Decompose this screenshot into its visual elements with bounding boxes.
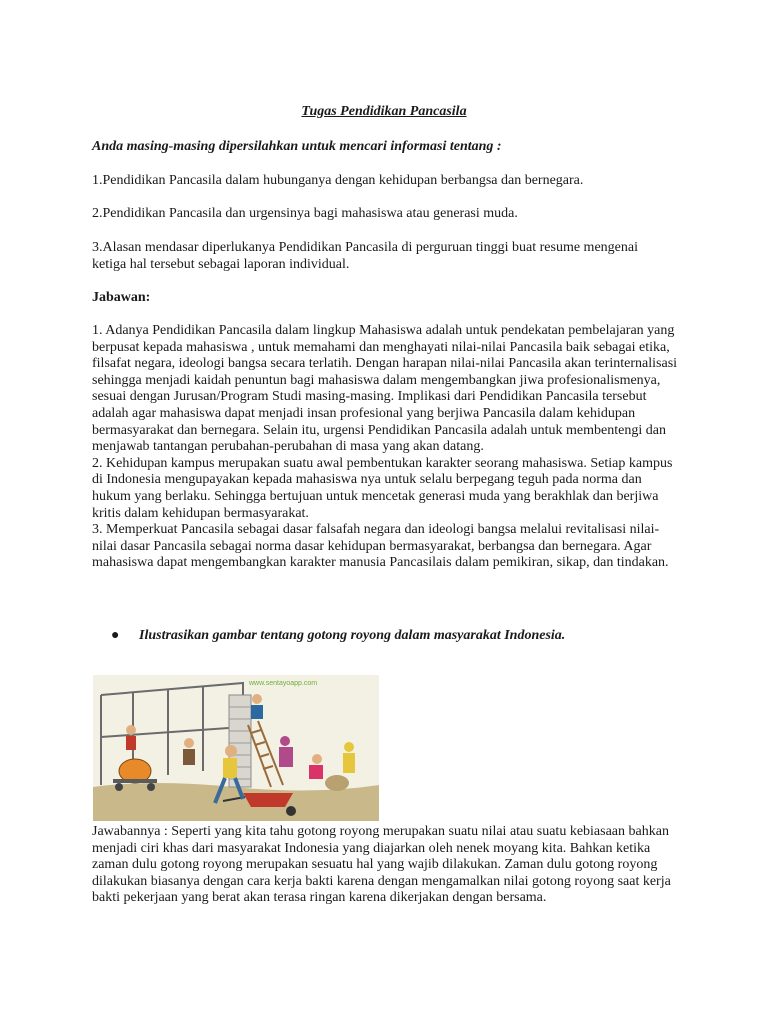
question-3: 3.Alasan mendasar diperlukanya Pendidikan Pancasila di perguruan tinggi buat resume mengenai ketiga hal tersebut sebagai laporan individual.: [92, 240, 638, 272]
question-2: 2.Pendidikan Pancasila dan urgensinya bagi mahasiswa atau generasi muda.: [92, 206, 518, 221]
answer-heading: Jabawan:: [92, 290, 151, 305]
intro-text: Anda masing-masing dipersilahkan untuk mencari informasi tentang :: [92, 139, 502, 154]
document-title: Tugas Pendidikan Pancasila: [301, 104, 467, 119]
answer-1: 1. Adanya Pendidikan Pancasila dalam lingkup Mahasiswa adalah untuk pendekatan pembelajaran yang berpusat kepada mahasiswa , untuk memahami dan menghayati nilai-nilai Pancasila baik sebagai etika, filsafat negara, ideologi bangsa secara terlatih. Dengan harapan nilai-nilai Pancasila akan terinternalisasi sehingga menjadi kaidah penuntun bagi mahasiswa dalam mengembangkan jiwa profesionalismenya, sesuai dengan Jurusan/Program Studi masing-masing. Implikasi dari Pendidikan Pancasila tersebut adalah agar mahasiswa dapat menjadi insan profesional yang berjiwa Pancasila dalam kehidupan bermasyarakat dan bernegara. Selain itu, urgensi Pendidikan Pancasila adalah untuk membentengi dan menjawab tantangan perubahan-perubahan di masa yang akan datang.: [92, 323, 678, 455]
bullet-text: Ilustrasikan gambar tentang gotong royong dalam masyarakat Indonesia.: [139, 628, 566, 643]
question-1: 1.Pendidikan Pancasila dalam hubunganya dengan kehidupan berbangsa dan bernegara.: [92, 173, 584, 188]
answer-2: 2. Kehidupan kampus merupakan suatu awal pembentukan karakter seorang mahasiswa. Setiap kampus di Indonesia mengupayakan kepada mahasiswa nya untuk selalu berpegang teguh pada norma dan hukum yang berlaku. Sehingga bertujuan untuk mencetak generasi muda yang berakhlak dan berjiwa kritis dalam kehidupan bermasyarakat.: [92, 455, 673, 521]
image-watermark: www.sentayoapp.com: [249, 680, 318, 687]
bullet-item: [111, 627, 577, 644]
bullet-dot-icon: ●: [111, 628, 120, 643]
gotong-royong-illustration: [93, 675, 379, 821]
closing-paragraph: Jawabannya : Seperti yang kita tahu gotong royong merupakan suatu nilai atau suatu kebiasaan bahkan menjadi ciri khas dari masyarakat Indonesia yang diajarkan oleh nenek moyang kita. Bahkan ketika zaman dulu gotong royong merupakan sesuatu hal yang wajib dilakukan. Zaman dulu gotong royong dilakukan biasanya dengan cara kerja bakti karena dengan mengamalkan nilai gotong royong saat kerja bakti pekerjaan yang berat akan terasa ringan karena dikerjakan dengan bersama.: [92, 824, 671, 906]
answer-3: 3. Memperkuat Pancasila sebagai dasar falsafah negara dan ideologi bangsa melalui revitalisasi nilai-nilai dasar Pancasila sebagai norma dasar kehidupan bermasyarakat, berbangsa dan bernegara. Agar mahasiswa dapat mengembangkan karakter manusia Pancasilais dalam pemikiran, sikap, dan tindakan.: [92, 522, 669, 571]
answers-section: [92, 323, 682, 572]
gotong-royong-illustration-art: [93, 675, 379, 821]
